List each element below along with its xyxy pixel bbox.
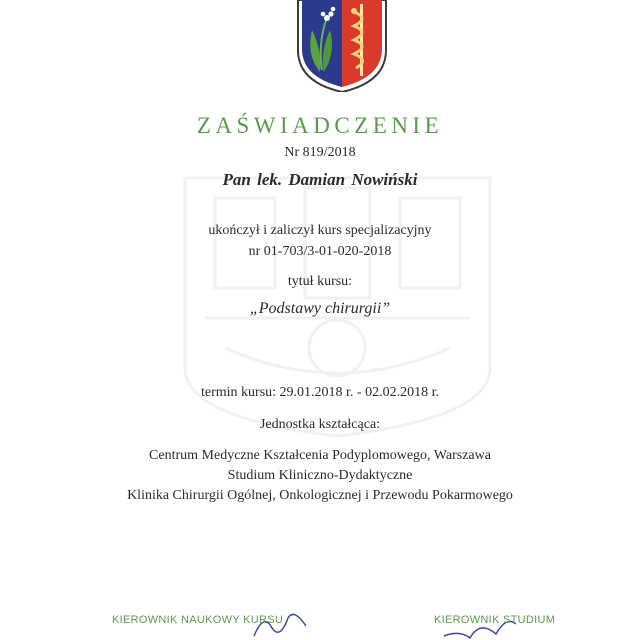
- recipient-name: Pan lek. Damian Nowiński: [222, 170, 418, 189]
- course-title: „Podstawy chirurgii”: [249, 300, 391, 317]
- training-unit-label: Jednostka kształcąca:: [259, 417, 381, 432]
- completion-statement: ukończył i zaliczył kurs specjalizacyjny: [208, 223, 432, 238]
- crest-emblem-icon: [296, 0, 388, 92]
- course-registration-number: nr 01-703/3-01-020-2018: [248, 244, 392, 259]
- signature-label-studium-head: KIEROWNIK STUDIUM: [434, 614, 556, 626]
- training-unit-line2: Studium Kliniczno-Dydaktyczne: [227, 468, 413, 483]
- certificate-title: ZAŚWIADCZENIE: [196, 113, 444, 138]
- course-title-label: tytuł kursu:: [287, 274, 353, 289]
- signature-label-course-head: KIEROWNIK NAUKOWY KURSU: [112, 614, 284, 626]
- certificate-number: Nr 819/2018: [284, 145, 356, 160]
- course-term: termin kursu: 29.01.2018 r. - 02.02.2018 r.: [201, 385, 439, 400]
- training-unit-line1: Centrum Medyczne Kształcenia Podyplomowego, Warszawa: [149, 448, 491, 463]
- training-unit-line3: Klinika Chirurgii Ogólnej, Onkologicznej i Przewodu Pokarmowego: [127, 488, 513, 503]
